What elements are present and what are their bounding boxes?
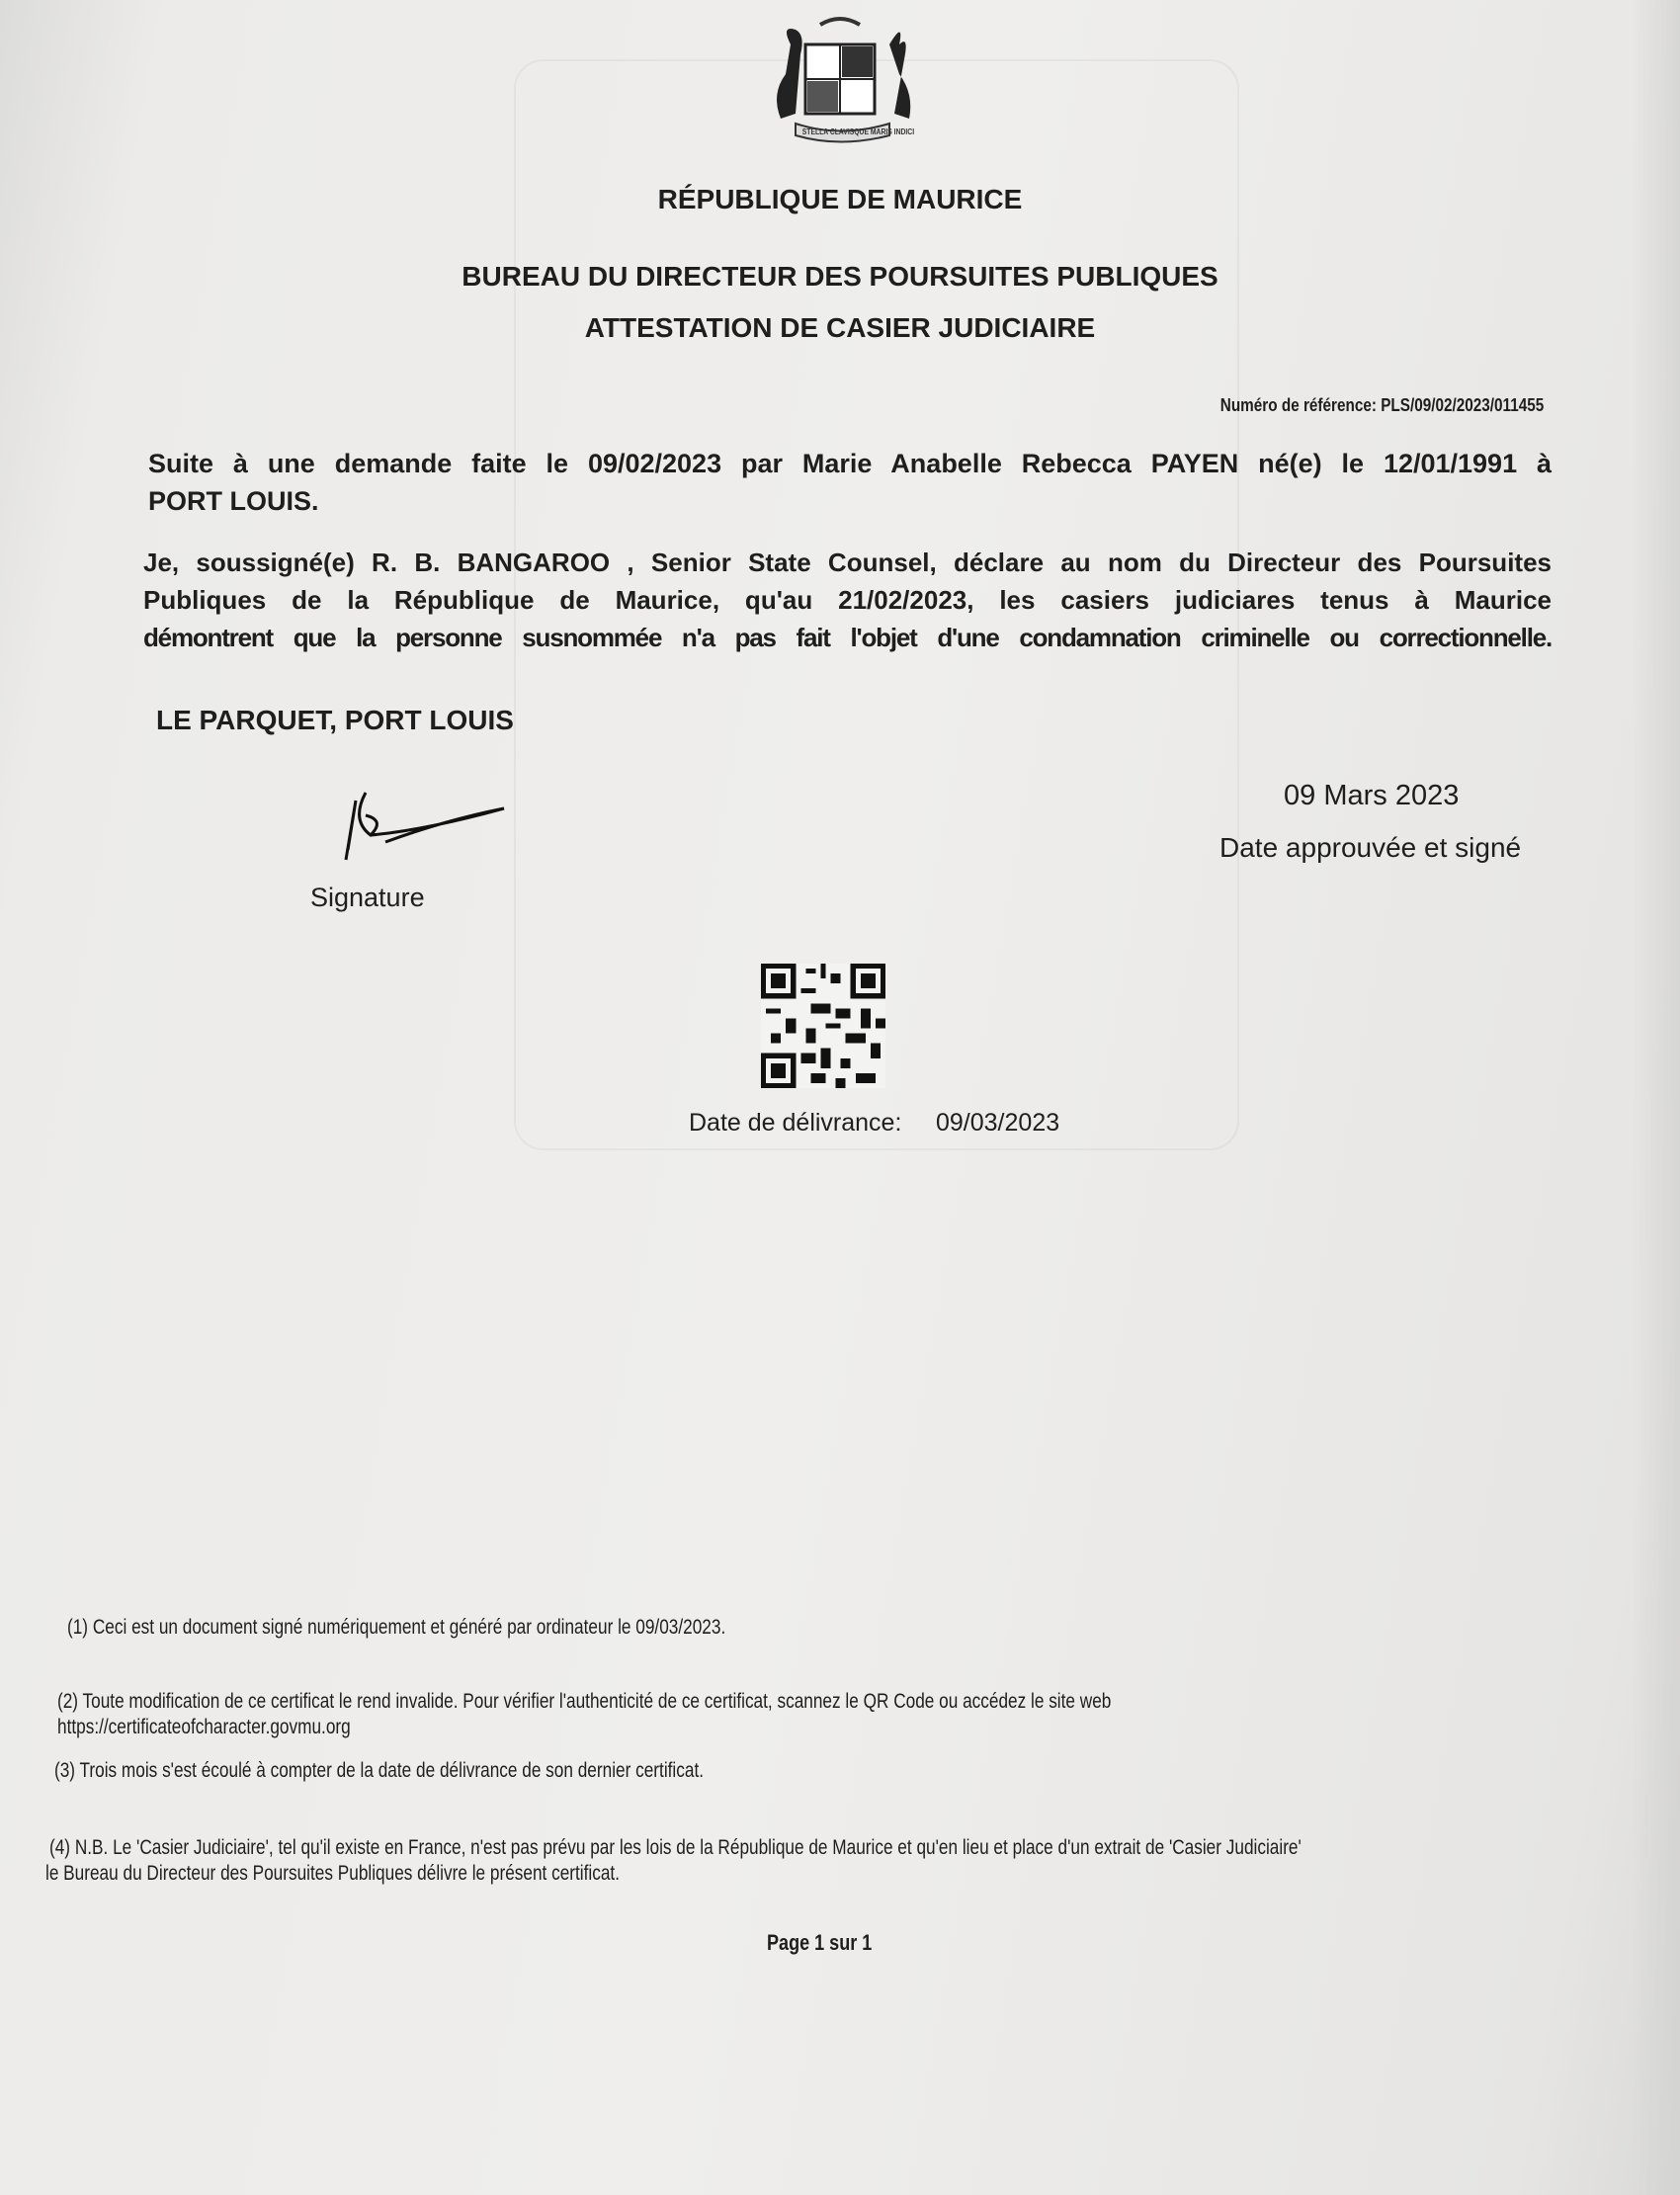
issue-date-label: Date de délivrance: — [689, 1109, 902, 1137]
footnote-2: (2) Toute modification de ce certificat le rend invalide. Pour vérifier l'authenticité de ce certificat, scannez le QR Code ou accédez le site web — [57, 1690, 1112, 1713]
footnote-4-line-1: (4) N.B. Le 'Casier Judiciaire', tel qu'il existe en France, n'est pas prévu par les lois de la République de Maurice et qu'en lieu et place d'un extrait de 'Casier Judiciaire' — [49, 1836, 1302, 1859]
request-line-2: PORT LOUIS. — [148, 486, 319, 516]
approved-label: Date approuvée et signé — [1219, 832, 1522, 863]
crest-motto: STELLA CLAVISQUE MARIS INDICI — [801, 127, 915, 136]
declaration-line-2: Publiques de la République de Maurice, qu'au 21/02/2023, les casiers judiciares tenus à Maurice — [143, 585, 1552, 615]
page-indicator: Page 1 sur 1 — [767, 1930, 873, 1955]
approved-date: 09 Mars 2023 — [1284, 780, 1460, 811]
declaration-paragraph — [143, 544, 1552, 656]
issue-date-value: 09/03/2023 — [936, 1109, 1060, 1137]
declaration-line-1: Je, soussigné(e) R. B. BANGAROO , Senior State Counsel, déclare au nom du Directeur des Poursuites — [143, 548, 1552, 577]
footnote-2-url[interactable]: https://certificateofcharacter.govmu.org — [57, 1716, 351, 1738]
office-heading: BUREAU DU DIRECTEUR DES POURSUITES PUBLIQUES — [462, 261, 1218, 292]
reference-number: Numéro de référence: PLS/09/02/2023/011455 — [1219, 395, 1544, 415]
footnote-4-line-2: le Bureau du Directeur des Poursuites Publiques délivre le présent certificat. — [45, 1862, 621, 1885]
country-heading: RÉPUBLIQUE DE MAURICE — [657, 184, 1023, 214]
footnote-1: (1) Ceci est un document signé numériquement et généré par ordinateur le 09/03/2023. — [67, 1616, 726, 1639]
declaration-line-3: démontrent que la personne susnommée n'a pas fait l'objet d'une condamnation criminelle ou correctionnelle. — [143, 623, 1552, 652]
place-label: LE PARQUET, PORT LOUIS — [156, 705, 514, 735]
signature-image — [326, 781, 514, 870]
request-paragraph — [148, 445, 1552, 520]
document-title: ATTESTATION DE CASIER JUDICIAIRE — [584, 312, 1096, 343]
footnote-3: (3) Trois mois s'est écoulé à compter de la date de délivrance de son dernier certificat. — [54, 1759, 705, 1782]
qr-code-icon[interactable] — [761, 964, 885, 1088]
signature-label: Signature — [310, 883, 425, 912]
request-line-1: Suite à une demande faite le 09/02/2023 par Marie Anabelle Rebecca PAYEN né(e) le 12/01/1991 à — [148, 449, 1552, 478]
